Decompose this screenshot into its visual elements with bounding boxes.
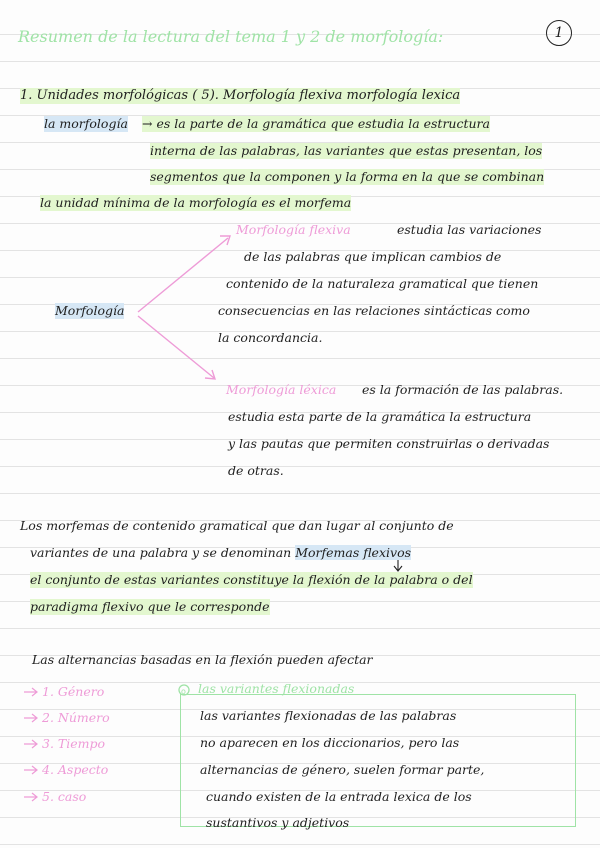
lexica-line-2: estudia esta parte de la gramática la estructura [228, 409, 532, 424]
diagram-root: Morfología [55, 303, 125, 318]
flexiva-label: Morfología flexiva [236, 222, 351, 237]
section-heading: 1. Unidades morfológicas ( 5). Morfología flexiva morfología lexica [20, 88, 461, 103]
morphemes-line-3: el conjunto de estas variantes constituye la flexión de la palabra o del [30, 572, 473, 587]
definition-line-2: interna de las palabras, las variantes que estas presentan, los [150, 143, 543, 158]
alternation-item-aspecto: 4. Aspecto [42, 762, 109, 777]
definition-line-3: segmentos que la componen y la forma en la que se combinan [150, 169, 545, 184]
box-line-5: sustantivos y adjetivos [206, 815, 350, 830]
flexiva-line-2: de las palabras que implican cambios de [244, 249, 502, 264]
alternation-item-caso: 5. caso [42, 789, 87, 804]
morpheme-note: la unidad mínima de la morfología es el morfema [40, 195, 352, 210]
flexiva-line-5: la concordancia. [218, 330, 323, 345]
lexica-line-1: es la formación de las palabras. [362, 382, 564, 397]
morphemes-line-4: paradigma flexivo que le corresponde [30, 599, 270, 614]
box-line-1: las variantes flexionadas de las palabras [200, 708, 457, 723]
definition-line-1: → es la parte de la gramática que estudia la estructura [142, 116, 490, 131]
alternations-intro: Las alternancias basadas en la flexión pueden afectar [32, 652, 373, 667]
morphemes-line-1: Los morfemas de contenido gramatical que dan lugar al conjunto de [20, 518, 454, 533]
flexiva-line-3: contenido de la naturaleza gramatical que tienen [226, 276, 539, 291]
box-line-3: alternancias de género, suelen formar parte, [200, 762, 485, 777]
page-number: 1 [546, 20, 572, 46]
svg-text:o: o [181, 687, 186, 696]
page-title: Resumen de la lectura del tema 1 y 2 de morfología: [18, 27, 444, 46]
morphemes-line-2 [30, 545, 411, 561]
box-line-4: cuando existen de la entrada lexica de los [206, 789, 472, 804]
alternation-item-tiempo: 3. Tiempo [42, 736, 106, 751]
morfologia-term: la morfología [44, 116, 128, 131]
flexiva-line-4: consecuencias en las relaciones sintácticas como [218, 303, 530, 318]
flexiva-line-1: estudia las variaciones [397, 222, 542, 237]
morphemes-line-2-text: variantes de una palabra y se denominan [30, 545, 292, 560]
alternation-arrows [24, 688, 37, 801]
alternation-item-genero: 1. Género [42, 684, 105, 699]
box-line-2: no aparecen en los diccionarios, pero las [200, 735, 460, 750]
lexica-line-4: de otras. [228, 463, 284, 478]
alternation-item-numero: 2. Número [42, 710, 110, 725]
box-title: las variantes flexionadas [198, 681, 355, 696]
lexica-label: Morfología léxica [226, 382, 337, 397]
morfemas-flexivos-highlight: Morfemas flexivos [295, 545, 412, 560]
lexica-line-3: y las pautas que permiten construirlas o derivadas [228, 436, 550, 451]
